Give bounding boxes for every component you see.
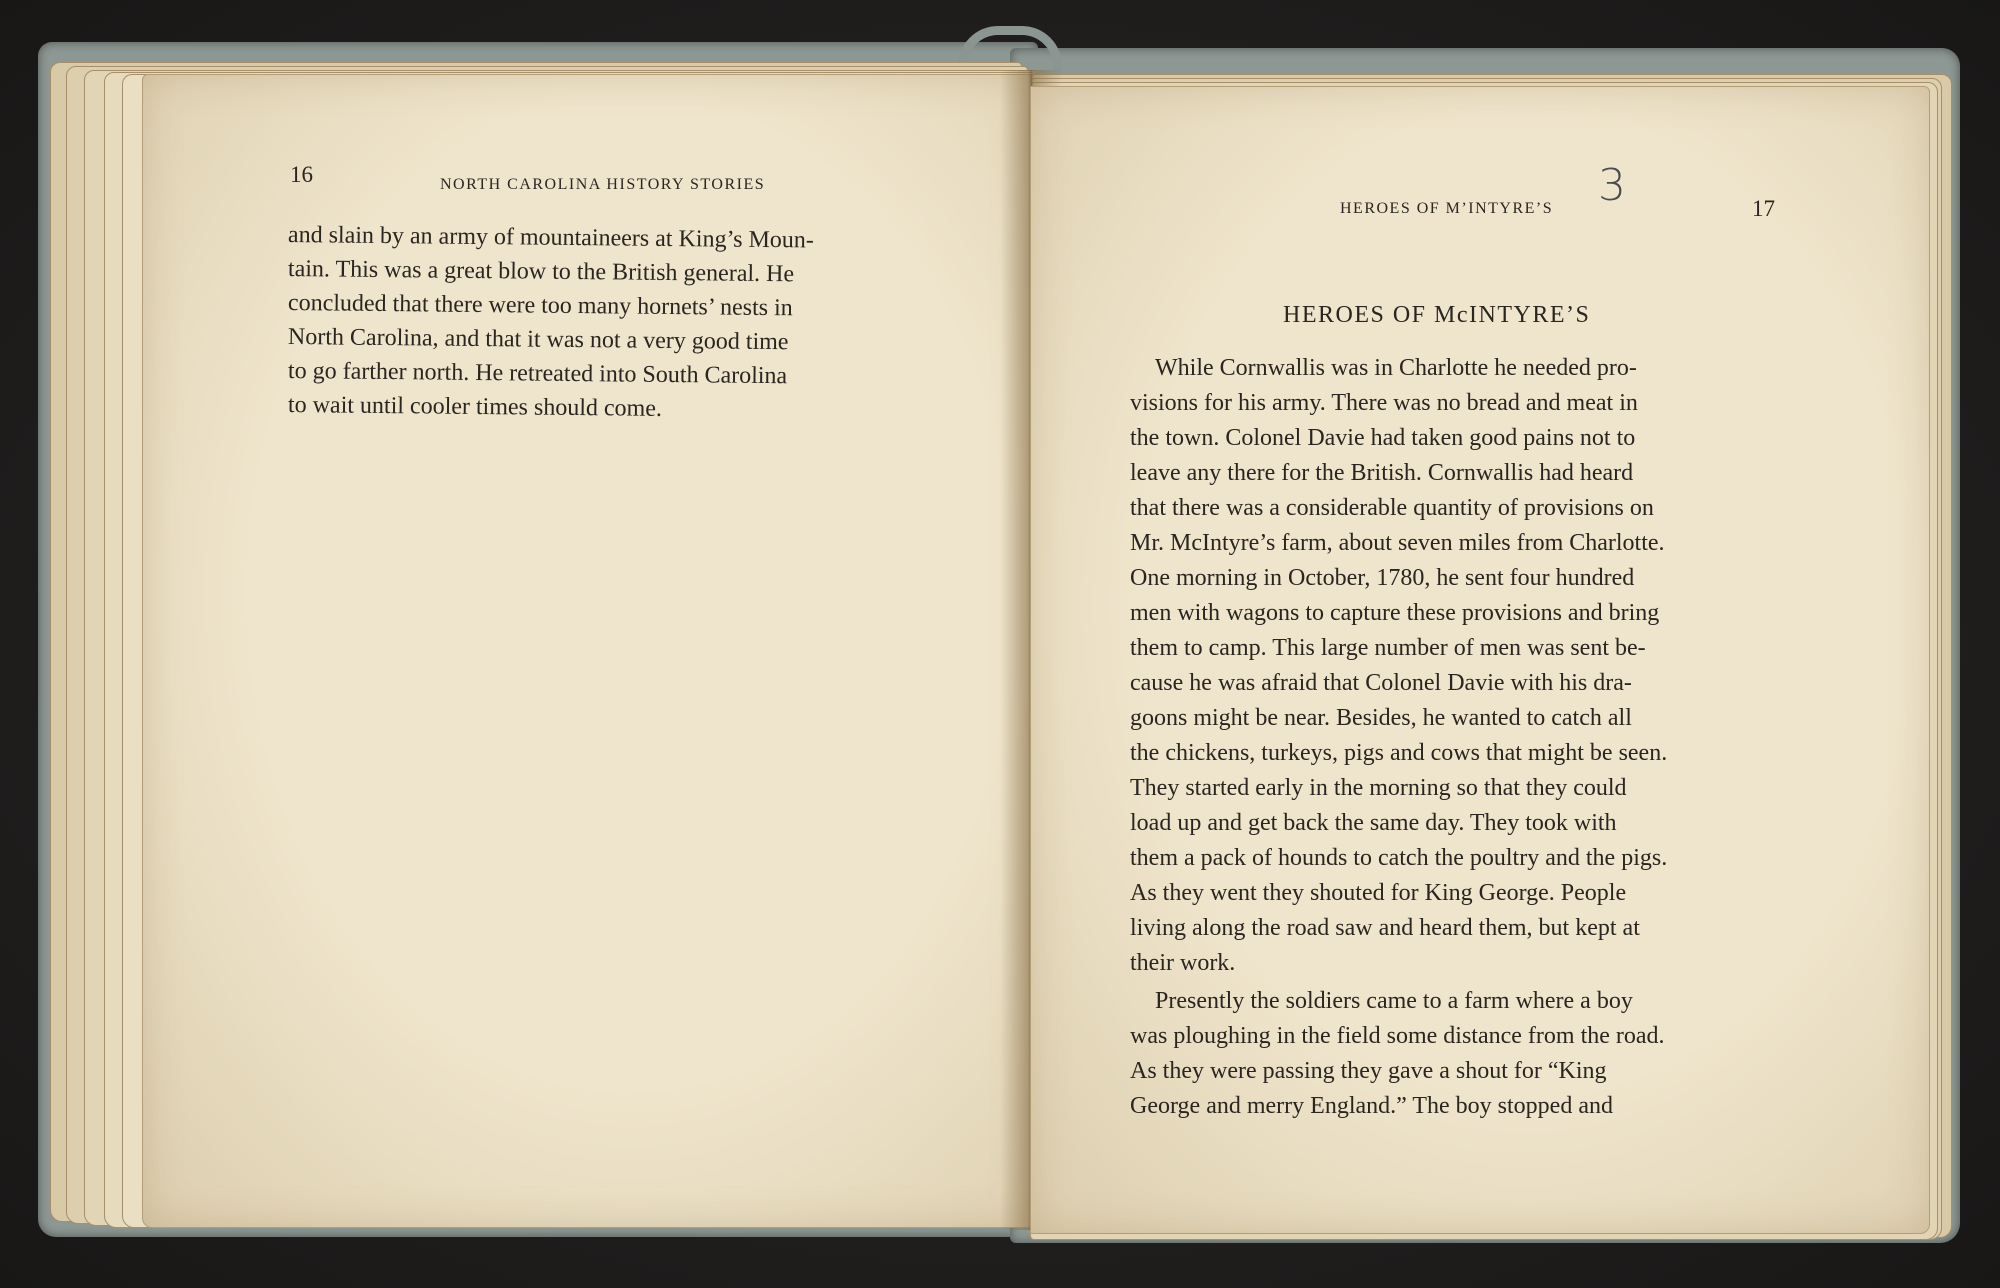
text-line: load up and get back the same day. They took with (1130, 810, 1617, 836)
handwritten-annotation: 3 (1598, 160, 1626, 211)
text-line: and slain by an army of mountaineers at King’s Moun- (287, 222, 814, 254)
text-line: their work. (1130, 950, 1236, 976)
text-line: As they went they shouted for King George. People (1130, 880, 1627, 906)
text-line: cause he was afraid that Colonel Davie with his dra- (1130, 670, 1632, 696)
text-line: They started early in the morning so that they could (1130, 775, 1627, 801)
text-line: George and merry England.” The boy stopped and (1130, 1093, 1613, 1119)
text-line: visions for his army. There was no bread and meat in (1130, 390, 1638, 416)
text-line: leave any there for the British. Cornwallis had heard (1130, 460, 1634, 486)
left-page-number: 16 (290, 162, 313, 187)
text-line: As they were passing they gave a shout for “King (1130, 1058, 1607, 1084)
text-line: Mr. McIntyre’s farm, about seven miles from Charlotte. (1130, 530, 1665, 556)
text-line: goons might be near. Besides, he wanted to catch all (1130, 705, 1632, 731)
text-line: them to camp. This large number of men was sent be- (1130, 635, 1646, 661)
right-running-head: HEROES OF M’INTYRE’S (1340, 200, 1554, 217)
text-line: to wait until cooler times should come. (287, 392, 663, 422)
text-line: One morning in October, 1780, he sent four hundred (1130, 565, 1635, 591)
text-line: men with wagons to capture these provisions and bring (1130, 600, 1660, 626)
right-page-number: 17 (1752, 196, 1775, 221)
left-running-head: NORTH CAROLINA HISTORY STORIES (440, 176, 766, 193)
text-line: them a pack of hounds to catch the poultry and the pigs. (1130, 845, 1668, 871)
text-line: the chickens, turkeys, pigs and cows that might be seen. (1130, 740, 1668, 766)
text-line: concluded that there were too many hornets’ nests in (287, 290, 793, 322)
text-line: that there was a considerable quantity of provisions on (1130, 495, 1654, 521)
text-line: the town. Colonel Davie had taken good pains not to (1130, 425, 1636, 451)
text-line: tain. This was a great blow to the British general. He (287, 256, 795, 288)
text-line: While Cornwallis was in Charlotte he needed pro- (1155, 355, 1637, 381)
text-line: to go farther north. He retreated into South Carolina (287, 358, 788, 390)
text-line: Presently the soldiers came to a farm where a boy (1155, 988, 1633, 1014)
chapter-title: HEROES OF McINTYRE’S (1283, 302, 1591, 328)
text-line: was ploughing in the field some distance from the road. (1130, 1023, 1665, 1049)
text-line: living along the road saw and heard them, but kept at (1130, 915, 1640, 941)
text-line: North Carolina, and that it was not a very good time (287, 324, 789, 356)
